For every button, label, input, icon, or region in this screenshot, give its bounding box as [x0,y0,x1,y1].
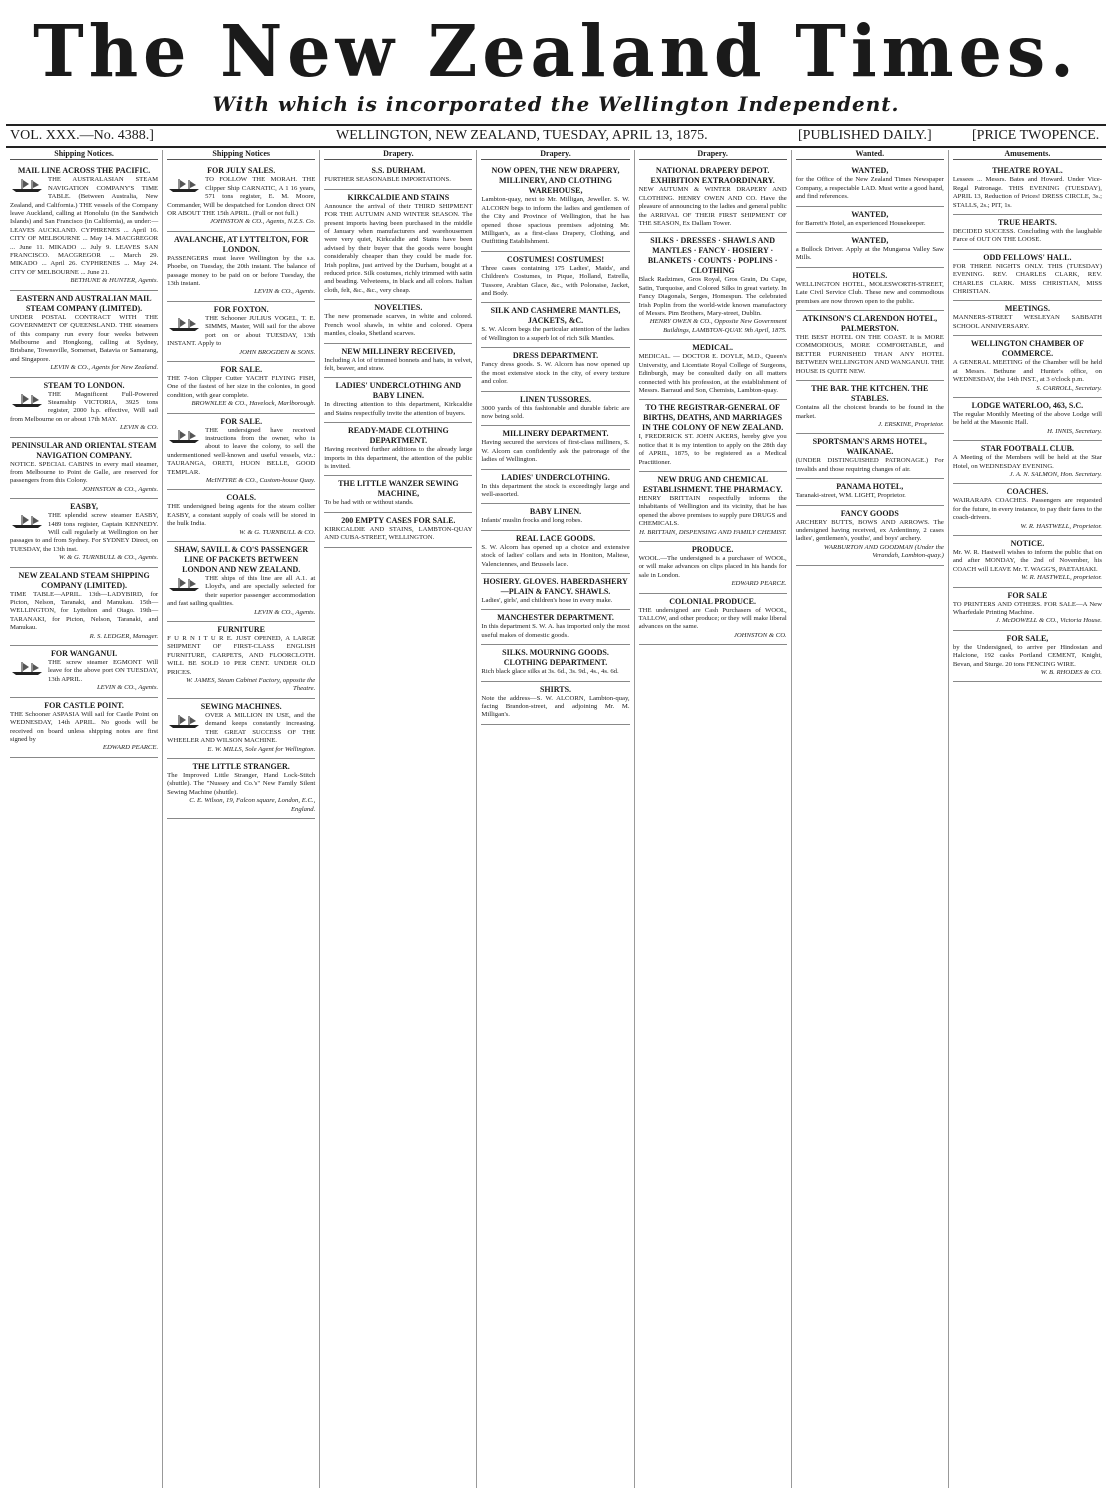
advertisement [953,336,1102,398]
ad-body: Mr. W. R. Hastwell wishes to inform the public that on and after MONDAY, the 2nd of November, his COACH will LEAVE Mr. T. WAGG'S, PAETAHAKI. [952,548,1102,573]
ad-signature: C. E. Wilson, 19, Falcon square, London, E.C., England. [189,797,316,813]
ad-heading: THE LITTLE STRANGER. [192,761,290,771]
ad-heading: FOR WANGANUI. [51,649,118,659]
advertisement [796,163,944,206]
ad-body: S. W. Alcorn begs the particular attention of the ladies of Wellington to a superb lot of rich Silk Mantles. [481,326,630,342]
ad-heading: AVALANCHE, AT LYTTELTON, FOR LONDON. [173,234,309,254]
ad-body: for Barrett's Hotel, an experienced Housekeeper. [795,219,926,227]
ad-body: WELLINGTON HOTEL, MOLESWORTH-STREET, Late Civil Service Club. These new and commodious premises are now thrown open to the public. [795,280,944,305]
column-header: Drapery. [481,150,629,160]
column-7 [949,150,1106,1488]
column-header: Shipping Notices [167,150,315,160]
ad-body: by the Undersigned, to arrive per Hindostan and Halcione, 192 casks Portland CEMENT, Knight, Bevan, and Sturge. 20 tons FENCING WIRE. [952,643,1102,668]
ad-body: THE splendid screw steamer EASBY, 1489 tons register, Captain KENNEDY. Will call regularly at Wellington on her passages to and from Sydney. For SYDNEY Direct, on TUESDAY, the 13th inst. [10,512,159,553]
ad-heading: SEWING MACHINES. [200,701,282,711]
ad-signature: WARBURTON AND GOODMAN (Under the Verandah, Lambton-quay.) [823,543,944,560]
volume-number: VOL. XXX.—No. 4388.] [10,128,154,143]
sailing-ship-icon [10,661,44,675]
ad-heading: WANTED, [851,236,889,246]
ad-body: THE screw steamer EGMONT Will leave for the above port ON TUESDAY, 13th APRIL. [48,659,159,683]
ad-heading: TO THE REGISTRAR-GENERAL OF BIRTHS, DEATHS, AND MARRIAGES IN THE COLONY OF NEW ZEALAND. [641,403,784,433]
sailing-ship-icon [10,514,44,528]
ad-heading: ATKINSON'S CLARENDON HOTEL, PALMERSTON. [802,314,938,334]
advertisement [796,434,944,479]
column-3 [320,150,477,1488]
ad-signature: J. ERSKINE, Proprietor. [878,420,944,428]
advertisement [324,423,472,476]
advertisement [167,362,315,414]
newspaper-title: The New Zealand Times. [33,10,1079,94]
ad-body: TIME TABLE—APRIL. 13th—LADYBIRD, for Picton, Nelson, Taranaki, and Manukau. 15th—WELLINGTON, for Lyttelton and Otago. 19th—TARANAKI, for Picton, Nelson, Taranaki, and Manukau. [10,590,159,632]
sailing-ship-icon [167,429,201,443]
ad-body: (UNDER DISTINGUISHED PATRONAGE.) For invalids and those requiring changes of air. [795,457,944,473]
sailing-ship-icon [167,577,201,591]
ad-body: a Bullock Driver. Apply at the Mungaroa Valley Saw Mills. [795,246,944,262]
advertisement [796,207,944,233]
ad-signature: HENRY OWEN & CO., Opposite New Government Buildings, LAMBTON-QUAY. 9th April, 1875. [649,318,787,334]
sailing-ship-icon [167,178,201,192]
ad-body: Note the address—S. W. ALCORN, Lambton-quay, facing Brandon-street, and adjoining Mr. M. Milligan's. [481,694,630,719]
ad-signature: W. R. HASTWELL, Proprietor. [1020,522,1102,530]
ad-body: THE ships of this line are all A.1. at Lloyd's, and are specially selected for their superior passenger accommodation and fast sailing qualities. [167,575,316,608]
ad-body: UNDER POSTAL CONTRACT WITH THE GOVERNMENT OF QUEENSLAND. THE steamers of this company run every four weeks between Melbourne and Hongkong, calling at Sydney, Brisbane, Townsville, Somerset, Batavia or Samarang, and Singapore. [10,313,159,363]
advertisement [324,344,472,379]
ad-heading: THE LITTLE WANZER SEWING MACHINE, [338,479,459,499]
advertisement [796,233,944,268]
column-header: Amusements. [953,150,1102,160]
ad-body: THE undersigned being agents for the steam collier EASBY, a constant supply of coals will be stored in the hulk India. [167,503,316,528]
ad-signature: McINTYRE & CO., Custom-house Quay. [205,476,316,484]
ad-signature: R. S. LEDGER, Manager. [89,632,159,640]
column-header: Shipping Notices. [10,150,158,160]
advertisement [481,645,629,681]
ad-signature: LEVIN & CO., Agents. [254,608,316,616]
place-date: WELLINGTON, NEW ZEALAND, TUESDAY, APRIL 13, 1875. [336,128,708,143]
ad-heading: STEAM TO LONDON. [43,380,125,390]
ad-body: A Meeting of the Members will be held at the Star Hotel, on WEDNESDAY EVENING. [952,454,1102,470]
ad-heading: LODGE WATERLOO, 463, S.C. [971,400,1084,410]
advertisement [953,215,1102,250]
ad-signature: S. CARROLL, Secretary. [1036,384,1102,392]
newspaper-subtitle: With which is incorporated the Wellington Independent. [212,92,900,116]
ad-body: WAIRARAPA COACHES. Passengers are requested for the future, in every instance, to pay their fares to the coach-drivers. [952,497,1102,522]
advertisement [10,499,158,567]
ad-signature: LEVIN & CO., Agents. [254,288,316,296]
advertisement [639,163,787,233]
ad-body: Rich black glace silks at 3s. 6d., 3s. 9d., 4s., 4s. 6d. [481,668,619,676]
ad-signature: JOHNSTON & CO., Agents. [82,485,159,493]
ad-body: In this department S. W. A. has imported only the most useful makes of domestic goods. [481,623,630,639]
ad-body: NOTICE. SPECIAL CABINS in every mail steamer, from Melbourne to Point de Galle, are reserved for passengers from this Colony. [10,460,159,485]
ad-heading: COLONIAL PRODUCE. [669,596,756,606]
ad-body: MANNERS-STREET WESLEYAN SABBATH SCHOOL ANNIVERSARY. [952,314,1102,330]
ad-signature: LEVIN & CO. [120,424,159,432]
sailing-ship-icon [167,714,201,728]
ad-signature: H. BRITTAIN, DISPENSING AND FAMILY CHEMIST. [639,528,787,536]
ad-signature: LEVIN & CO., Agents. [96,684,159,692]
ad-heading: WANTED, [851,209,889,219]
ad-heading: MEETINGS. [1004,304,1050,314]
ad-body: THE Magnificent Full-Powered Steamship VICTORIA, 3925 tons register, 2000 h.p. effective, Will sail from Melbourne on or about 17th MAY. [10,390,159,423]
advertisement [324,513,472,548]
advertisement [481,426,629,469]
advertisement [796,268,944,311]
advertisement [10,438,158,500]
ad-signature: BROWNLEE & CO., Havelock, Marlborough. [191,400,316,408]
ad-heading: DRESS DEPARTMENT. [512,351,599,361]
ad-body: The Improved Little Stranger, Hand Lock-Stitch (shuttle). The "Nussey and Co.'s" New Family Silent Sewing Machine (shuttle). [167,771,316,796]
advertisement [10,163,158,290]
advertisement [953,398,1102,441]
published-daily: [PUBLISHED DAILY.] [798,128,932,143]
advertisement [481,392,629,427]
ad-body: Contains all the choicest brands to be found in the market. [795,404,944,420]
ad-heading: TRUE HEARTS. [997,218,1057,228]
ad-heading: REAL LACE GOODS. [516,533,595,543]
sailing-ship-icon [10,393,44,407]
ad-heading: SILKS · DRESSES · SHAWLS AND MANTLES · FANCY · HOSIERY · BLANKETS · COUNTS · POPLINS · CLOTHING [647,236,778,276]
ad-heading: COACHES. [1006,487,1049,497]
column-2 [163,150,320,1488]
ad-signature: JOHN BROGDEN & SONS. [239,348,316,356]
ad-body: for the Office of the New Zealand Times Newspaper Company, a respectable LAD. Must write a good hand, and find references. [795,176,944,201]
ad-heading: NEW DRUG AND CHEMICAL ESTABLISHMENT. THE PHARMACY. [642,474,783,494]
ad-body: THE Schooner JULIUS VOGEL, T. E. SIMMS, Master, Will sail for the above port on or about TUESDAY, 13th INSTANT. Apply to [167,314,316,348]
advertisement [167,622,315,699]
advertisement [639,542,787,594]
advertisement [953,588,1102,631]
advertisement [10,378,158,438]
ad-body: THE AUSTRALASIAN STEAM NAVIGATION COMPANY'S TIME TABLE. (Between Australia, New Zealand, and California.) THE vessels of the Company leave Auckland, calling at Honolulu (in the Sandwich Islands) and San Francisco (in California), as under:— LEAVES AUCKLAND. CYPHRENES ... April 16. CITY OF MELBOURNE ... May 14. MACGREGOR ... June 11. MIKADO ... July 9. LEAVES SAN FRANCISCO. MACGREGOR ... March 29. MIKADO ... April 26. CYPHRENES ... May 24. CITY OF MELBOURNE ... June 21. [10,176,159,276]
ad-heading: WANTED, [851,166,889,176]
ad-signature: E. W. MILLS, Sole Agent for Wellington. [207,745,316,753]
advertisement [10,698,158,758]
advertisement [167,414,315,491]
advertisement [953,536,1102,588]
ad-signature: W. JAMES, Steam Cabinet Factory, opposite the Theatre. [186,677,316,693]
ad-heading: NOTICE. [1010,538,1045,548]
ad-heading: FANCY GOODS [840,508,899,518]
ad-body: Fancy dress goods. S. W. Alcorn has now opened up the most extensive stock in the city, of every texture and color. [481,361,630,386]
advertisement [167,163,315,231]
ad-body: In this department the stock is exceedingly large and well-assorted. [481,482,630,498]
advertisement [953,484,1102,536]
ad-body: Announce the arrival of their THIRD SHIPMENT FOR THE AUTUMN AND WINTER SEASON. The present imports having been purchased in the middle of January when manufacturers and warehousemen were very quiet, Kirkcaldie and Stains have been advised by their buyer that the goods were bought considerably cheaper than they could be made for. Irish poplins, just arrived by the Durham, bought at a reduced price. Silk costumes, richly trimmed with satin and beading. Velveteens, in black and all colors. Italian cloth, felt, &c., &c., very cheap. [324,202,473,294]
ad-heading: SPORTSMAN'S ARMS HOTEL, WAIKANAE. [812,437,927,457]
ad-signature: W. & G. TURNBULL & CO. [239,528,316,536]
advertisement [324,190,472,300]
ad-heading: SILKS. MOURNING GOODS. CLOTHING DEPARTMENT. [502,648,609,668]
advertisement [481,163,629,251]
ad-heading: LINEN TUSSORES. [519,394,591,404]
advertisement [481,682,629,725]
ad-heading: S.S. DURHAM. [371,166,426,176]
ad-heading: SHIRTS. [539,684,572,694]
ad-signature: LEVIN & CO., Agents for New Zealand. [50,364,159,372]
column-6 [792,150,949,1488]
ad-body: FOR THREE NIGHTS ONLY. THIS (TUESDAY) EVENING. REV. CHARLES CLARK, REV. CHARLES CLARK. MISS CHRISTIAN, MISS CHRISTIAN. [952,262,1102,296]
ad-heading: READY-MADE CLOTHING DEPARTMENT. [347,426,449,446]
ad-body: NEW AUTUMN & WINTER DRAPERY AND CLOTHING. HENRY OWEN AND CO. Have the pleasure of announcing to the ladies and general public the ARRIVAL OF THEIR FIRST SHIPMENT OF THE SEASON, Ex Dallam Tower. [638,186,787,228]
ad-signature: JOHNSTON & CO. [733,631,787,639]
column-5 [635,150,792,1488]
ad-heading: NATIONAL DRAPERY DEPOT. EXHIBITION EXTRAORDINARY. [650,166,775,186]
ad-heading: PANAMA HOTEL, [836,482,904,492]
ad-signature: J. A. N. SALMON, Hon. Secretary. [1009,470,1102,478]
ad-heading: STAR FOOTBALL CLUB. [980,444,1074,454]
column-4 [477,150,634,1488]
ad-heading: FOR SALE, [1006,633,1049,643]
ad-signature: EDWARD PEARCE. [102,744,159,752]
ad-heading: THE BAR. THE KITCHEN. THE STABLES. [811,384,929,404]
ad-body: Ladies', girls', and children's hose in every make. [481,596,613,604]
ad-body: WOOL.—The undersigned is a purchaser of WOOL, or will make advances on clips placed in his hands for sale in London. [638,554,787,579]
advertisement [639,594,787,646]
advertisement [481,348,629,391]
advertisement [639,233,787,340]
ad-body: THE undersigned are Cash Purchasers of WOOL, TALLOW, and other produce; or they will make liberal advances on the same. [638,606,787,631]
ad-body: THE BEST HOTEL ON THE COAST. It is MORE COMMODIOUS, MORE COMFORTABLE, and BETTER FURNISHED THAN ANY HOTEL BETWEEN WELLINGTON AND WANGANUI. THE HOUSE IS QUITE NEW. [795,334,944,375]
ad-signature: JOHNSTON & CO., Agents, N.Z.S. Co. [209,218,316,226]
advertisement [481,610,629,645]
ad-body: MEDICAL. — DOCTOR E. DOYLE, M.D., Queen's University, and Licentiate Royal College of Surgeons, Edinburgh, may be consulted daily on all matters connected with his profession, at the establishment of Messrs. Barraud and Son, Chemists, Lambton-quay. [638,353,787,394]
ad-body: HENRY BRITTAIN respectfully informs the inhabitants of Wellington and its vicinity, that he has opened the above premises to supply pure DRUGS and CHEMICALS. [638,494,787,528]
advertisement [639,400,787,472]
ad-heading: LADIES' UNDERCLOTHING. [501,472,610,482]
masthead [6,4,1106,122]
advertisement [639,472,787,542]
ad-heading: FOR JULY SALES. [207,166,276,176]
ad-body: The new promenade scarves, in white and colored. French wool shawls, in white and colored. Opera mantles, cloaks, Shetland scarves. [324,313,473,338]
ad-heading: MAIL LINE ACROSS THE PACIFIC. [17,166,151,176]
advertisement [481,531,629,574]
ad-heading: LADIES' UNDERCLOTHING AND BABY LINEN. [335,381,462,401]
advertisement [796,479,944,505]
ad-body: I, FREDERICK ST. JOHN AKERS, hereby give you notice that it is my intention to apply on the 28th day of APRIL, 1875, to be registered as a Medical Practitioner. [638,433,787,466]
ad-body: ARCHERY BUTTS, BOWS AND ARROWS. The undersigned having received, ex Ardentinny, 2 cases ladies', gentlemen's, youths', and boys' archery. [795,518,944,543]
advertisement [639,340,787,400]
ad-signature: H. INNIS, Secretary. [1047,427,1102,435]
ad-heading: COALS. [226,493,256,503]
ad-body: To be had with or without stands. [324,499,414,507]
advertisement [324,476,472,512]
ad-body: Lambton-quay, next to Mr. Milligan, Jeweller. S. W. ALCORN begs to inform the ladies and gentlemen of the City and Province of Wellington, that he has opened those spacious premises adjoining Mr. Milligan's, as a first-class Drapery, Clothing, and Outfitting Establishment. [481,196,630,246]
ad-signature: W. B. RHODES & CO. [1040,669,1102,677]
ad-body: Having received further additions to the already large imports in this department, the attention of the public is invited. [324,446,473,470]
ad-heading: FOR SALE. [220,416,263,426]
dateline [6,124,1106,148]
columns [6,150,1106,1488]
ad-heading: EASBY, [70,502,99,512]
advertisement [10,568,158,646]
ad-body: TO PRINTERS AND OTHERS. FOR SALE—A New Wharfedale Printing Machine. [952,600,1102,616]
advertisement [796,506,944,566]
ad-heading: ODD FELLOWS' HALL. [983,252,1072,262]
ad-heading: FOR CASTLE POINT. [44,700,124,710]
ad-body: Three cases containing 175 Ladies', Maids', and Children's Costumes, in Pique, Holland, Estrella, Tussore, Arabian Glace, &c., with Polonaise, Jacket, and Body. [481,264,630,298]
ad-heading: MANCHESTER DEPARTMENT. [497,613,614,623]
ad-heading: FOR SALE [1007,590,1048,600]
ad-body: OVER A MILLION IN USE, and the demand keeps constantly increasing. THE GREAT SUCCESS OF THE WHEELER AND WILSON MACHINE. [167,711,316,745]
ad-heading: WELLINGTON CHAMBER OF COMMERCE. [970,339,1085,359]
ad-signature: J. McDOWELL & CO., Victoria House. [995,617,1102,625]
ad-body: PASSENGERS must leave Wellington by the s.s. Phoebe, on Tuesday, the 20th instant. The balance of passage money to be paid on or before Tuesday, the 13th instant. [167,254,316,288]
advertisement [167,542,315,622]
ad-heading: THEATRE ROYAL. [992,166,1063,176]
ad-body: FURTHER SEASONABLE IMPORTATIONS. [324,176,451,184]
ad-heading: FOR SALE. [220,364,263,374]
advertisement [481,470,629,505]
advertisement [167,302,315,362]
ad-body: Lessees ... Messrs. Bates and Howard. Under Vice-Regal Patronage. THIS EVENING (TUESDAY), APRIL 13, Reduction of Prices! DRESS CIRCLE, 3s.; STALLS, 2s.; PIT, 1s. [952,176,1102,209]
ad-body: F U R N I T U R E. JUST OPENED, A LARGE SHIPMENT OF FIRST-CLASS ENGLISH FURNITURE, CARPETS, AND FLOORCLOTH. WILL BE SOLD 10 PER CENT. UNDER OLD PRICES. [167,635,316,676]
advertisement [10,291,158,378]
advertisement [167,232,315,302]
ad-heading: NEW MILLINERY RECEIVED, [341,346,456,356]
advertisement [324,300,472,343]
advertisement [167,490,315,542]
ad-body: In directing attention to this department, Kirkcaldie and Stains respectfully invite the attention of buyers. [324,401,473,417]
sailing-ship-icon [167,317,201,331]
ad-heading: PENINSULAR AND ORIENTAL STEAM NAVIGATION COMPANY. [11,440,157,460]
advertisement [167,759,315,819]
ad-body: Infants' muslin frocks and long robes. [481,517,583,525]
ad-heading: KIRKCALDIE AND STAINS [347,192,450,202]
ad-body: S. W. Alcorn has opened up a choice and extensive stock of ladies' collars and sets in Honiton, Maltese, Valenciennes, and Brussels lace. [481,543,630,568]
ad-heading: HOTELS. [852,270,888,280]
advertisement [10,646,158,698]
newspaper-page [6,0,1106,1492]
ad-body: KIRKCALDIE AND STAINS, LAMBTON-QUAY AND CUBA-STREET, WELLINGTON. [324,525,473,542]
advertisement [167,699,315,759]
ad-signature: W. & G. TURNBULL & CO., Agents. [58,554,159,562]
ad-body: Black Radzimes, Gros Royal, Gros Grain, Du Cape, Satin, Turquoise, and Colored Silks in great variety. In Fancy Diagonals, Serges, Homespun. The celebrated Irish Poplin from the world-wide known manufactory of Messrs. Pim Brothers, Mary-street, Dublin. [638,276,787,318]
ad-heading: HOSIERY. GLOVES. HABERDASHERY—PLAIN & FANCY. SHAWLS. [483,576,628,596]
column-1 [6,150,163,1488]
ad-heading: NOW OPEN, THE NEW DRAPERY, MILLINERY, AND CLOTHING WAREHOUSE, [491,166,620,196]
ad-body: Taranaki-street, WM. LIGHT, Proprietor. [795,492,906,500]
ad-heading: NEW ZEALAND STEAM SHIPPING COMPANY (LIMITED). [18,570,150,590]
ad-heading: PRODUCE. [691,544,734,554]
advertisement [953,250,1102,302]
ad-heading: BABY LINEN. [529,507,582,517]
advertisement [796,381,944,434]
ad-heading: COSTUMES! COSTUMES! [506,254,605,264]
column-header: Drapery. [639,150,787,160]
advertisement [481,252,629,304]
ad-body: TO FOLLOW THE MORAH. THE Clipper Ship CARNATIC, A 1 16 years, 571 tons register, E. M. Moore, Commander, Will be despatched for London direct ON OR ABOUT THE 15th APRIL. (Full or not full.) [167,176,316,218]
advertisement [481,303,629,348]
ad-heading: FOR FOXTON. [213,304,269,314]
advertisement [796,311,944,381]
ad-body: Including A lot of trimmed bonnets and hats, in velvet, felt, beaver, and straw. [324,356,473,372]
advertisement [953,301,1102,336]
ad-body: Having secured the services of first-class milliners, S. W. Alcorn can confidently ask the patronage of the ladies of Wellington. [481,439,630,464]
ad-heading: EASTERN AND AUSTRALIAN MAIL STEAM COMPANY (LIMITED). [16,293,152,313]
advertisement [481,504,629,530]
column-header: Wanted. [796,150,944,160]
ad-heading: NOVELTIES. [374,303,423,313]
price: [PRICE TWOPENCE. [972,128,1100,143]
ad-heading: SILK AND CASHMERE MANTLES, JACKETS, &C. [490,306,621,326]
advertisement [324,378,472,423]
sailing-ship-icon [10,178,44,192]
advertisement [481,574,629,610]
advertisement [953,631,1102,683]
advertisement [324,163,472,189]
ad-body: The regular Monthly Meeting of the above Lodge will be held at the Masonic Hall. [952,410,1102,427]
ad-heading: MILLINERY DEPARTMENT. [502,429,609,439]
advertisement [953,441,1102,484]
ad-signature: BETHUNE & HUNTER, Agents. [70,277,159,285]
ad-heading: SHAW, SAVILL & CO'S PASSENGER LINE OF PACKETS BETWEEN LONDON AND NEW ZEALAND. [174,545,309,574]
ad-body: THE undersigned have received instructions from the owner, who is about to leave the colony, to sell the undermentioned well-known and useful vessels, viz.: TAURANGA, ORETI, HUON BELLE, GOOD TEMPLAR. [167,426,316,476]
ad-signature: W. R. HASTWELL, proprietor. [1021,574,1102,582]
ad-heading: MEDICAL. [692,343,733,353]
ad-heading: 200 EMPTY CASES FOR SALE. [341,515,456,525]
ad-heading: FURNITURE [217,625,265,635]
ad-body: THE Schooner ASPASIA Will sail for Castle Point on WEDNESDAY, 14th APRIL. No goods will be received on board unless shipping notes are first signed by [10,710,159,743]
column-header: Drapery. [324,150,472,160]
ad-body: A GENERAL MEETING of the Chamber will be held at Messrs. Bethune and Hunter's office, on WEDNESDAY, the 14th INST., at 3 o'clock p.m. [952,359,1102,384]
ad-signature: EDWARD PEARCE. [731,580,787,588]
ad-body: 3000 yards of this fashionable and durable fabric are now being sold. [481,404,630,420]
ad-body: THE 7-ton Clipper Cutter YACHT FLYING FISH, One of the fastest of her size in the colonies, in good condition, with gear complete. [167,374,316,399]
advertisement [953,163,1102,215]
ad-body: DECIDED SUCCESS. Concluding with the laughable Farce of OUT ON THE LOOSE. [952,228,1102,244]
